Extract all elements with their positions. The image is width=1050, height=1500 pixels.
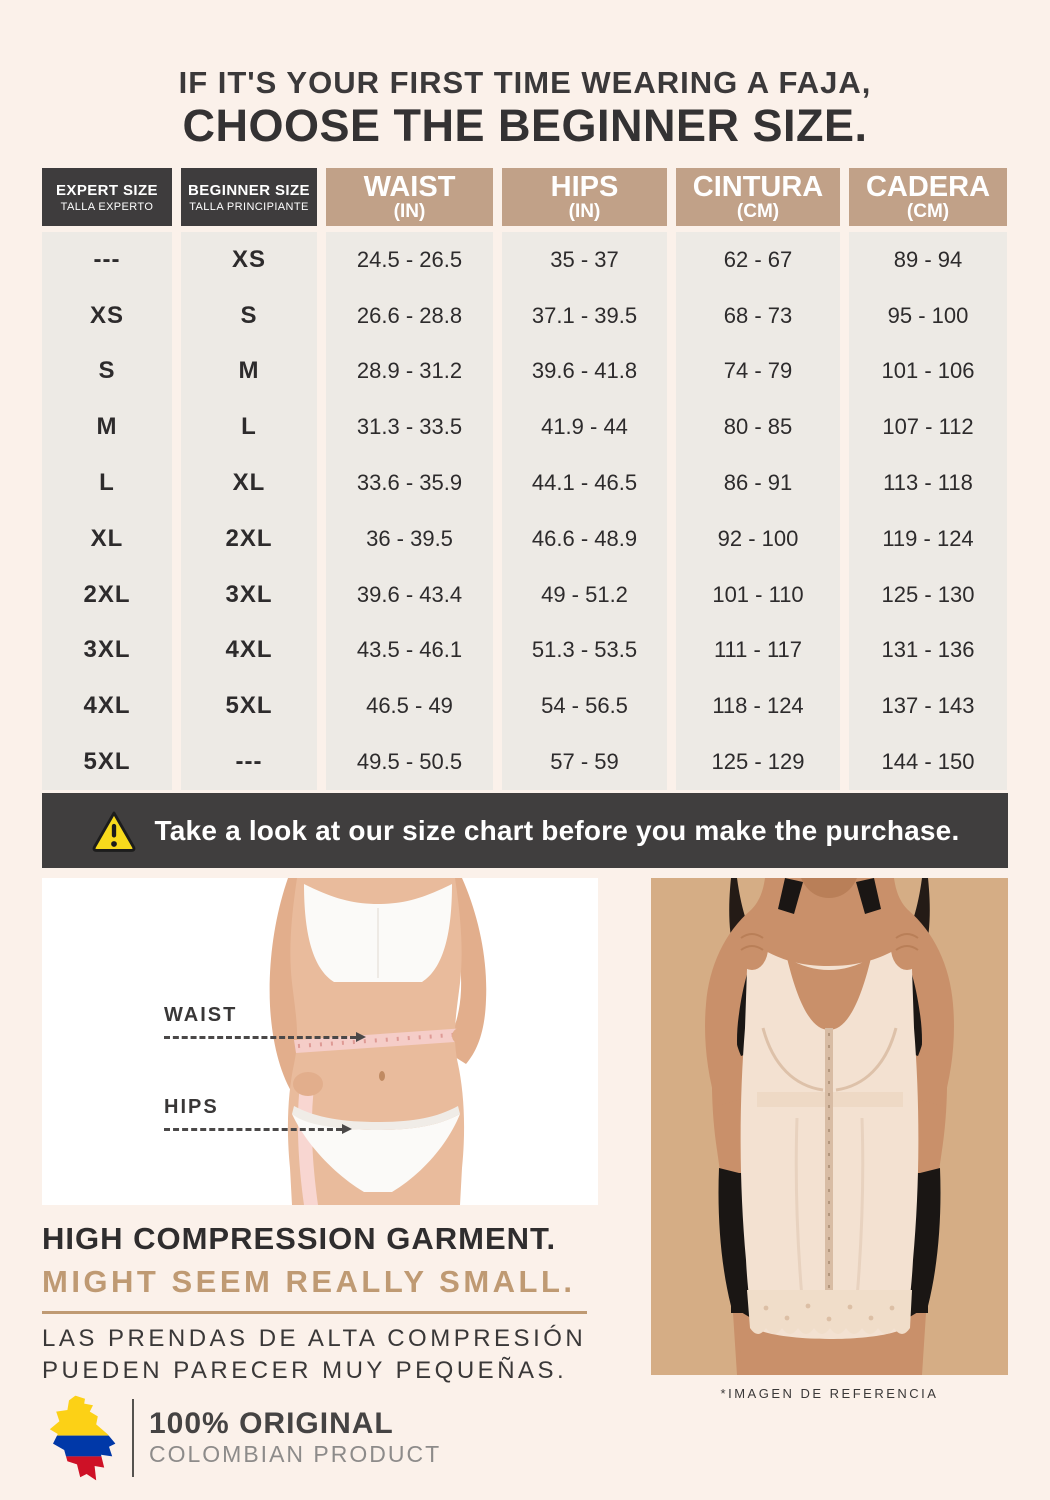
waist-arrow bbox=[164, 1036, 356, 1039]
table-cell: 37.1 - 39.5 bbox=[531, 302, 638, 328]
column-header-label: HIPS bbox=[550, 170, 619, 203]
table-cell: 2XL bbox=[83, 580, 131, 608]
size-chart-column bbox=[502, 168, 667, 790]
note-line-es-1: LAS PRENDAS DE ALTA COMPRESIÓN bbox=[42, 1325, 587, 1352]
table-cell: XS bbox=[89, 301, 124, 329]
table-cell: 113 - 118 bbox=[883, 470, 973, 496]
origin-badge bbox=[45, 1388, 441, 1488]
table-cell: XL bbox=[90, 524, 124, 552]
garment-photo bbox=[651, 878, 1008, 1375]
measurement-photo bbox=[42, 878, 598, 1205]
table-cell: 119 - 124 bbox=[882, 525, 974, 551]
table-cell: 92 - 100 bbox=[717, 525, 799, 551]
note-line-es-2: PUEDEN PARECER MUY PEQUEÑAS. bbox=[42, 1357, 568, 1385]
warning-text: Take a look at our size chart before you make the purchase. bbox=[154, 814, 960, 846]
column-header-label: EXPERT SIZE bbox=[56, 181, 158, 199]
table-cell: 57 - 59 bbox=[550, 749, 619, 775]
column-header-label: WAIST bbox=[363, 170, 456, 203]
table-cell: 39.6 - 41.8 bbox=[531, 358, 638, 384]
table-cell: 54 - 56.5 bbox=[541, 693, 628, 719]
column-body bbox=[502, 232, 667, 790]
column-header bbox=[181, 168, 317, 226]
table-cell: 137 - 143 bbox=[881, 693, 975, 719]
column-body bbox=[676, 232, 840, 790]
size-chart-column bbox=[326, 168, 493, 790]
table-cell: L bbox=[99, 469, 115, 497]
warning-triangle-icon bbox=[91, 810, 137, 852]
column-header-label: CINTURA bbox=[692, 170, 824, 203]
title-line-2: CHOOSE THE BEGINNER SIZE. bbox=[182, 99, 868, 151]
column-header-label: CADERA bbox=[865, 170, 991, 203]
warning-banner bbox=[42, 793, 1008, 868]
badge-line-2: COLOMBIAN PRODUCT bbox=[149, 1441, 442, 1468]
size-chart-column bbox=[676, 168, 840, 790]
reference-caption: *IMAGEN DE REFERENCIA bbox=[720, 1386, 939, 1401]
table-cell: 43.5 - 46.1 bbox=[356, 637, 463, 663]
table-cell: 46.6 - 48.9 bbox=[531, 525, 638, 551]
column-header-sublabel: (IN) bbox=[568, 200, 601, 222]
title-line-1: IF IT'S YOUR FIRST TIME WEARING A FAJA, bbox=[178, 65, 872, 100]
note-line-en-1: HIGH COMPRESSION GARMENT. bbox=[42, 1221, 557, 1256]
table-cell: M bbox=[238, 357, 260, 385]
column-header-sublabel: (CM) bbox=[736, 200, 780, 222]
table-cell: 35 - 37 bbox=[550, 246, 619, 272]
table-cell: 118 - 124 bbox=[712, 693, 804, 719]
table-cell: 80 - 85 bbox=[723, 414, 793, 440]
note-line-en-2: MIGHT SEEM REALLY SMALL. bbox=[42, 1264, 576, 1299]
table-cell: 131 - 136 bbox=[881, 637, 975, 663]
table-cell: XS bbox=[231, 245, 266, 273]
column-header-sublabel: (IN) bbox=[393, 200, 426, 222]
table-cell: S bbox=[98, 357, 116, 385]
badge-line-1: 100% ORIGINAL bbox=[149, 1406, 394, 1440]
column-header bbox=[676, 168, 840, 226]
column-header-sublabel: TALLA PRINCIPIANTE bbox=[189, 200, 309, 213]
column-header-sublabel: TALLA EXPERTO bbox=[60, 200, 154, 213]
table-cell: --- bbox=[235, 748, 263, 776]
table-cell: 101 - 110 bbox=[712, 581, 804, 607]
table-cell: 86 - 91 bbox=[723, 470, 793, 496]
column-body bbox=[181, 232, 317, 790]
table-cell: 44.1 - 46.5 bbox=[531, 470, 638, 496]
table-cell: 3XL bbox=[225, 580, 273, 608]
table-cell: 4XL bbox=[225, 636, 273, 664]
table-cell: 31.3 - 33.5 bbox=[356, 414, 463, 440]
table-cell: L bbox=[241, 413, 257, 441]
table-cell: S bbox=[240, 301, 258, 329]
table-cell: 89 - 94 bbox=[893, 246, 963, 272]
badge-divider bbox=[132, 1399, 134, 1477]
table-cell: 3XL bbox=[83, 636, 131, 664]
table-cell: 24.5 - 26.5 bbox=[356, 246, 463, 272]
table-cell: 62 - 67 bbox=[723, 246, 793, 272]
column-header bbox=[502, 168, 667, 226]
table-cell: 46.5 - 49 bbox=[366, 693, 453, 719]
column-body bbox=[42, 232, 172, 790]
garment-illustration bbox=[651, 878, 1008, 1375]
column-body bbox=[326, 232, 493, 790]
table-cell: 39.6 - 43.4 bbox=[356, 581, 463, 607]
table-cell: 2XL bbox=[225, 524, 273, 552]
size-chart-column bbox=[42, 168, 172, 790]
column-header bbox=[42, 168, 172, 226]
table-cell: 101 - 106 bbox=[881, 358, 975, 384]
size-chart-table bbox=[42, 168, 1008, 790]
page-title bbox=[0, 66, 1050, 151]
compression-note bbox=[42, 1221, 590, 1388]
size-chart-column bbox=[849, 168, 1007, 790]
size-chart-column bbox=[181, 168, 317, 790]
column-header-sublabel: (CM) bbox=[906, 200, 950, 222]
hips-label: HIPS bbox=[164, 1096, 219, 1118]
table-cell: 5XL bbox=[83, 748, 131, 776]
table-cell: 51.3 - 53.5 bbox=[531, 637, 638, 663]
colombia-map-icon bbox=[45, 1390, 117, 1486]
hips-arrow bbox=[164, 1128, 342, 1131]
column-header bbox=[849, 168, 1007, 226]
table-cell: 4XL bbox=[83, 692, 131, 720]
table-cell: 74 - 79 bbox=[723, 358, 793, 384]
table-cell: 125 - 129 bbox=[711, 749, 805, 775]
note-divider bbox=[42, 1311, 587, 1314]
table-cell: 49.5 - 50.5 bbox=[356, 749, 463, 775]
column-header bbox=[326, 168, 493, 226]
table-cell: 111 - 117 bbox=[713, 637, 803, 663]
measurement-illustration bbox=[42, 878, 598, 1205]
table-cell: 68 - 73 bbox=[723, 302, 793, 328]
waist-label: WAIST bbox=[164, 1004, 238, 1026]
table-cell: M bbox=[96, 413, 118, 441]
table-cell: 36 - 39.5 bbox=[366, 525, 453, 551]
table-cell: 26.6 - 28.8 bbox=[356, 302, 463, 328]
table-cell: 95 - 100 bbox=[887, 302, 969, 328]
table-cell: XL bbox=[232, 469, 266, 497]
table-cell: 33.6 - 35.9 bbox=[356, 470, 463, 496]
table-cell: 125 - 130 bbox=[881, 581, 975, 607]
table-cell: 41.9 - 44 bbox=[541, 414, 628, 440]
table-cell: --- bbox=[93, 245, 121, 273]
table-cell: 5XL bbox=[225, 692, 273, 720]
table-cell: 49 - 51.2 bbox=[541, 581, 628, 607]
table-cell: 28.9 - 31.2 bbox=[356, 358, 463, 384]
table-cell: 144 - 150 bbox=[881, 749, 975, 775]
table-cell: 107 - 112 bbox=[882, 414, 974, 440]
column-body bbox=[849, 232, 1007, 790]
column-header-label: BEGINNER SIZE bbox=[188, 181, 310, 199]
